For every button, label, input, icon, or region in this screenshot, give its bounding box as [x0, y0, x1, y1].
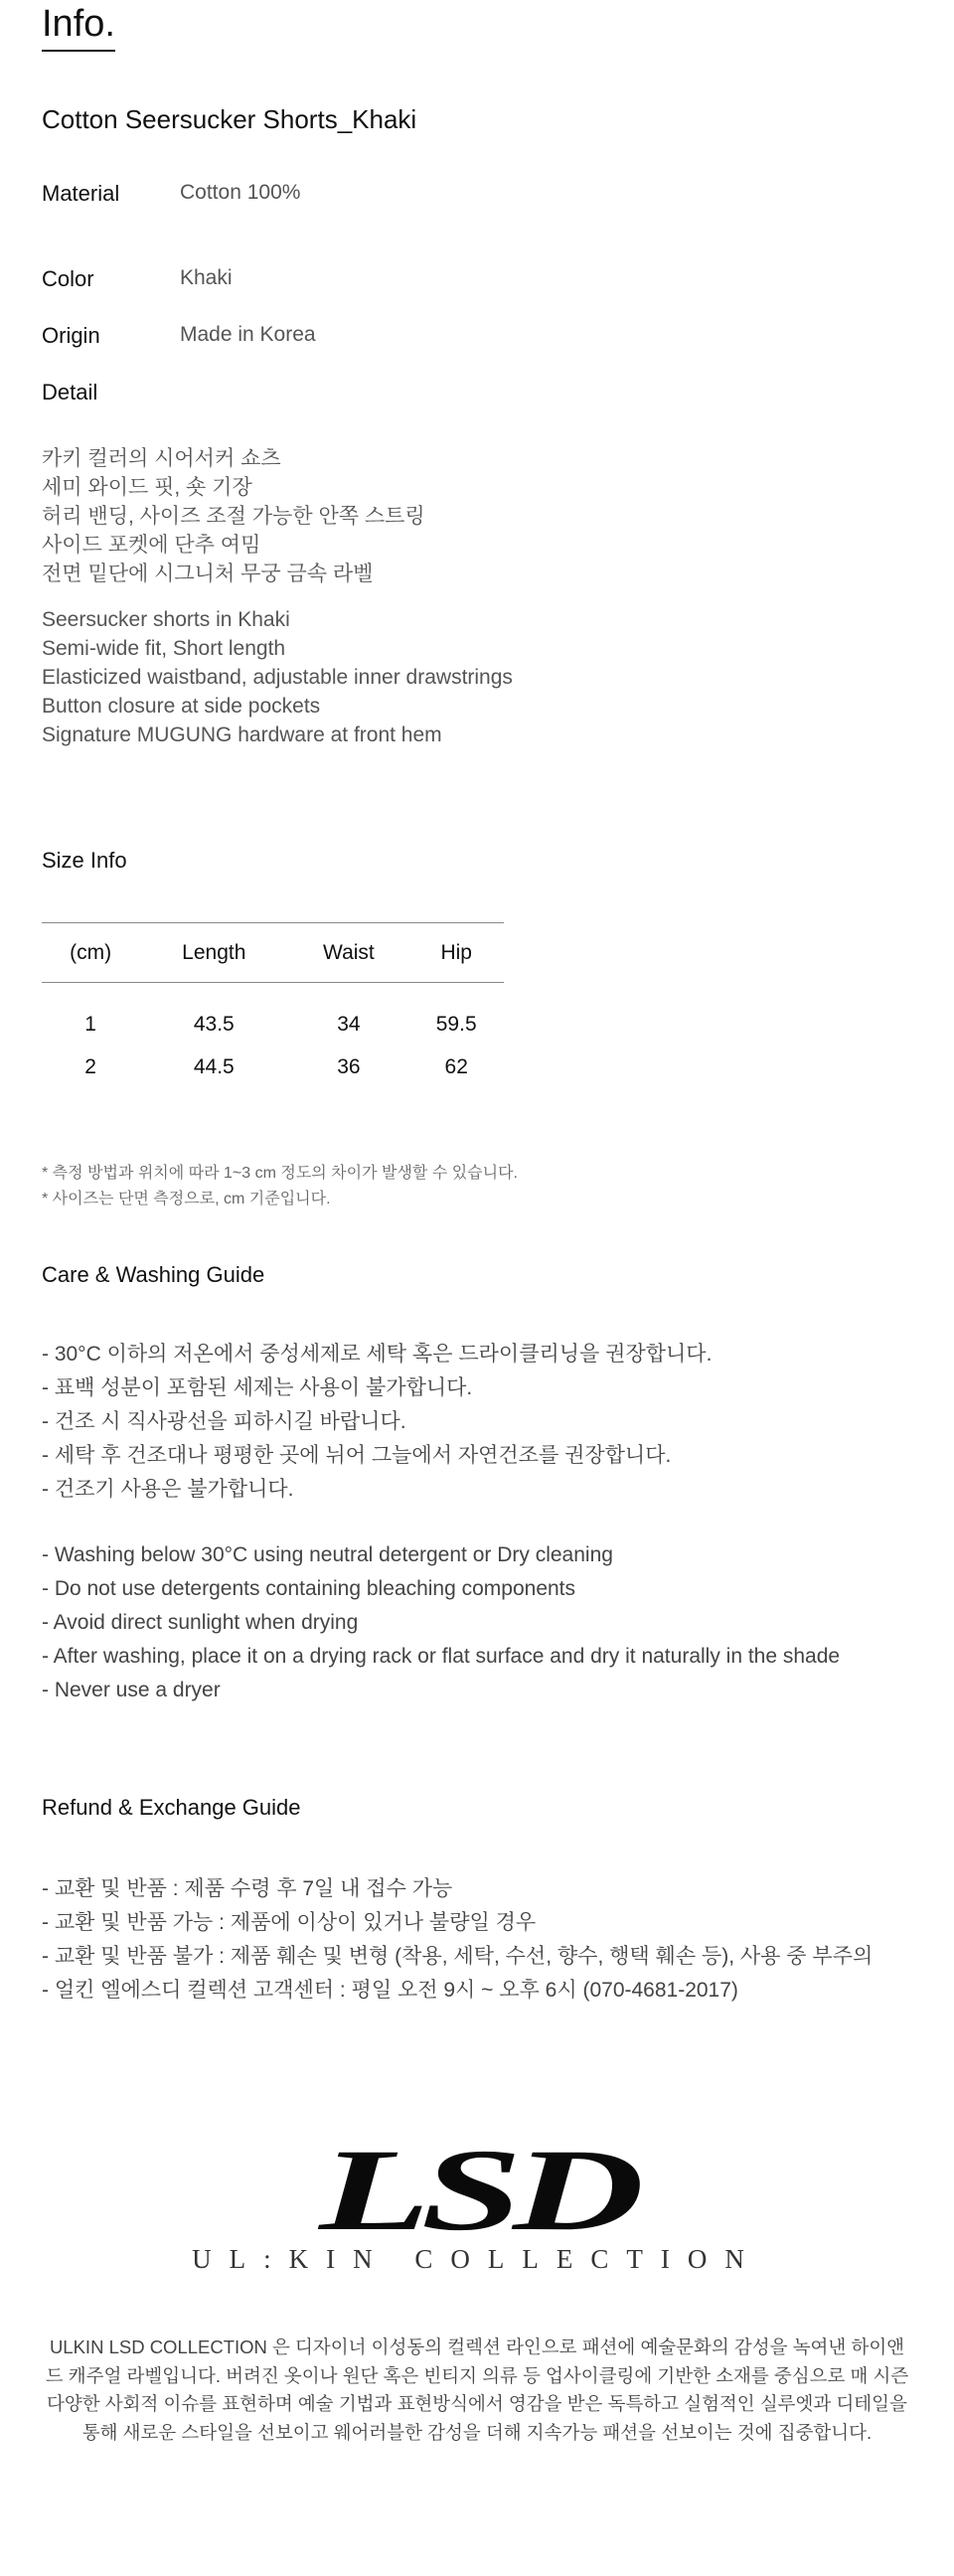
detail-item: Signature MUGUNG hardware at front hem — [42, 724, 442, 746]
care-item: - 건조 시 직사광선을 피하시길 바랍니다. — [42, 1410, 406, 1433]
detail-item: 허리 밴딩, 사이즈 조절 가능한 안쪽 스트링 — [42, 505, 425, 528]
detail-list-en — [42, 605, 513, 749]
detail-item: 사이드 포켓에 단추 여밈 — [42, 534, 261, 557]
care-item: - 30°C 이하의 저온에서 중성세제로 세탁 혹은 드라이클리닝을 권장합니다. — [42, 1343, 713, 1366]
color-value: Khaki — [180, 266, 233, 289]
care-item: - Washing below 30°C using neutral detergent or Dry cleaning — [42, 1543, 613, 1566]
care-item: - Avoid direct sunlight when drying — [42, 1611, 359, 1634]
size-header-cell: Waist — [288, 923, 408, 983]
care-item: - 세탁 후 건조대나 평평한 곳에 뉘어 그늘에서 자연건조를 권장합니다. — [42, 1444, 672, 1467]
refund-item: - 교환 및 반품 : 제품 수령 후 7일 내 접수 가능 — [42, 1877, 453, 1900]
size-notes — [42, 1161, 518, 1212]
origin-value: Made in Korea — [180, 323, 316, 346]
origin-label: Origin — [42, 323, 100, 348]
detail-list-ko — [42, 444, 425, 588]
size-cell: 44.5 — [193, 1054, 235, 1078]
care-item: - 건조기 사용은 불가합니다. — [42, 1478, 294, 1501]
refund-heading: Refund & Exchange Guide — [42, 1795, 301, 1820]
size-cell: 43.5 — [193, 1012, 235, 1036]
brand-description: ULKIN LSD COLLECTION 은 디자이너 이성동의 컬렉션 라인으로 패션에 예술문화의 감성을 녹여낸 하이앤드 캐주얼 라벨입니다. 버려진 옷이나 원단 혹은 빈티지 의류 등 업사이클링에 기반한 소재를 중심으로 매 시즌 다양한 사회적 이슈를 표현하며 예술 기법과 표현방식에서 영감을 받은 독특하고 실험적인 실루엣과 디테일을 통해 새로운 스타일을 선보이고 웨어러블한 감성을 더해 지속가능 패션을 선보이는 것에 집중합니다. — [45, 2336, 909, 2443]
lsd-logo-mark — [0, 2132, 954, 2241]
refund-item: - 교환 및 반품 가능 : 제품에 이상이 있거나 불량일 경우 — [42, 1911, 537, 1934]
size-header-cell: (cm) — [42, 923, 139, 983]
care-list-ko — [42, 1338, 712, 1507]
size-cell: 34 — [337, 1012, 361, 1036]
size-header-cell: Length — [139, 923, 288, 983]
detail-item: 카키 컬러의 시어서커 쇼츠 — [42, 447, 281, 470]
material-label: Material — [42, 181, 120, 206]
detail-item: 전면 밑단에 시그니처 무궁 금속 라벨 — [42, 563, 374, 585]
table-row — [42, 1046, 504, 1088]
care-item: - 표백 성분이 포함된 세제는 사용이 불가합니다. — [42, 1376, 473, 1399]
size-info-heading: Size Info — [42, 848, 127, 873]
size-table — [42, 922, 504, 1088]
care-item: - Never use a dryer — [42, 1679, 221, 1701]
care-item: - Do not use detergents containing bleaching components — [42, 1577, 576, 1600]
size-cell: 62 — [444, 1054, 468, 1078]
size-table-header-row — [42, 923, 504, 983]
refund-item: - 얼킨 엘에스디 컬렉션 고객센터 : 평일 오전 9시 ~ 오후 6시 (070-4681-2017) — [42, 1979, 738, 2002]
detail-item: 세미 와이드 핏, 숏 기장 — [42, 476, 252, 499]
product-title: Cotton Seersucker Shorts_Khaki — [42, 104, 417, 134]
material-value: Cotton 100% — [180, 181, 301, 204]
size-cell: 1 — [84, 1012, 96, 1036]
size-cell: 36 — [337, 1054, 361, 1078]
detail-item: Button closure at side pockets — [42, 695, 321, 718]
detail-item: Elasticized waistband, adjustable inner drawstrings — [42, 666, 513, 689]
refund-list — [42, 1872, 873, 2008]
detail-label: Detail — [42, 380, 98, 404]
table-row — [42, 983, 504, 1046]
brand-subtitle: UL:KIN COLLECTION — [192, 2244, 762, 2274]
color-label: Color — [42, 266, 94, 291]
size-cell: 2 — [84, 1054, 96, 1078]
care-list-en — [42, 1538, 840, 1707]
detail-item: Semi-wide fit, Short length — [42, 637, 286, 660]
size-note: * 측정 방법과 위치에 따라 1~3 cm 정도의 차이가 발생할 수 있습니다. — [42, 1165, 518, 1182]
info-heading: Info. — [42, 0, 115, 52]
care-heading: Care & Washing Guide — [42, 1262, 265, 1287]
size-cell: 59.5 — [435, 1012, 477, 1036]
refund-item: - 교환 및 반품 불가 : 제품 훼손 및 변형 (착용, 세탁, 수선, 향수, 행택 훼손 등), 사용 중 부주의 — [42, 1945, 874, 1968]
logo-text: LSD — [319, 2132, 635, 2241]
size-header-cell: Hip — [408, 923, 504, 983]
size-note: * 사이즈는 단면 측정으로, cm 기준입니다. — [42, 1191, 331, 1208]
care-item: - After washing, place it on a drying rack or flat surface and dry it naturally in the shade — [42, 1645, 841, 1668]
detail-item: Seersucker shorts in Khaki — [42, 608, 290, 631]
